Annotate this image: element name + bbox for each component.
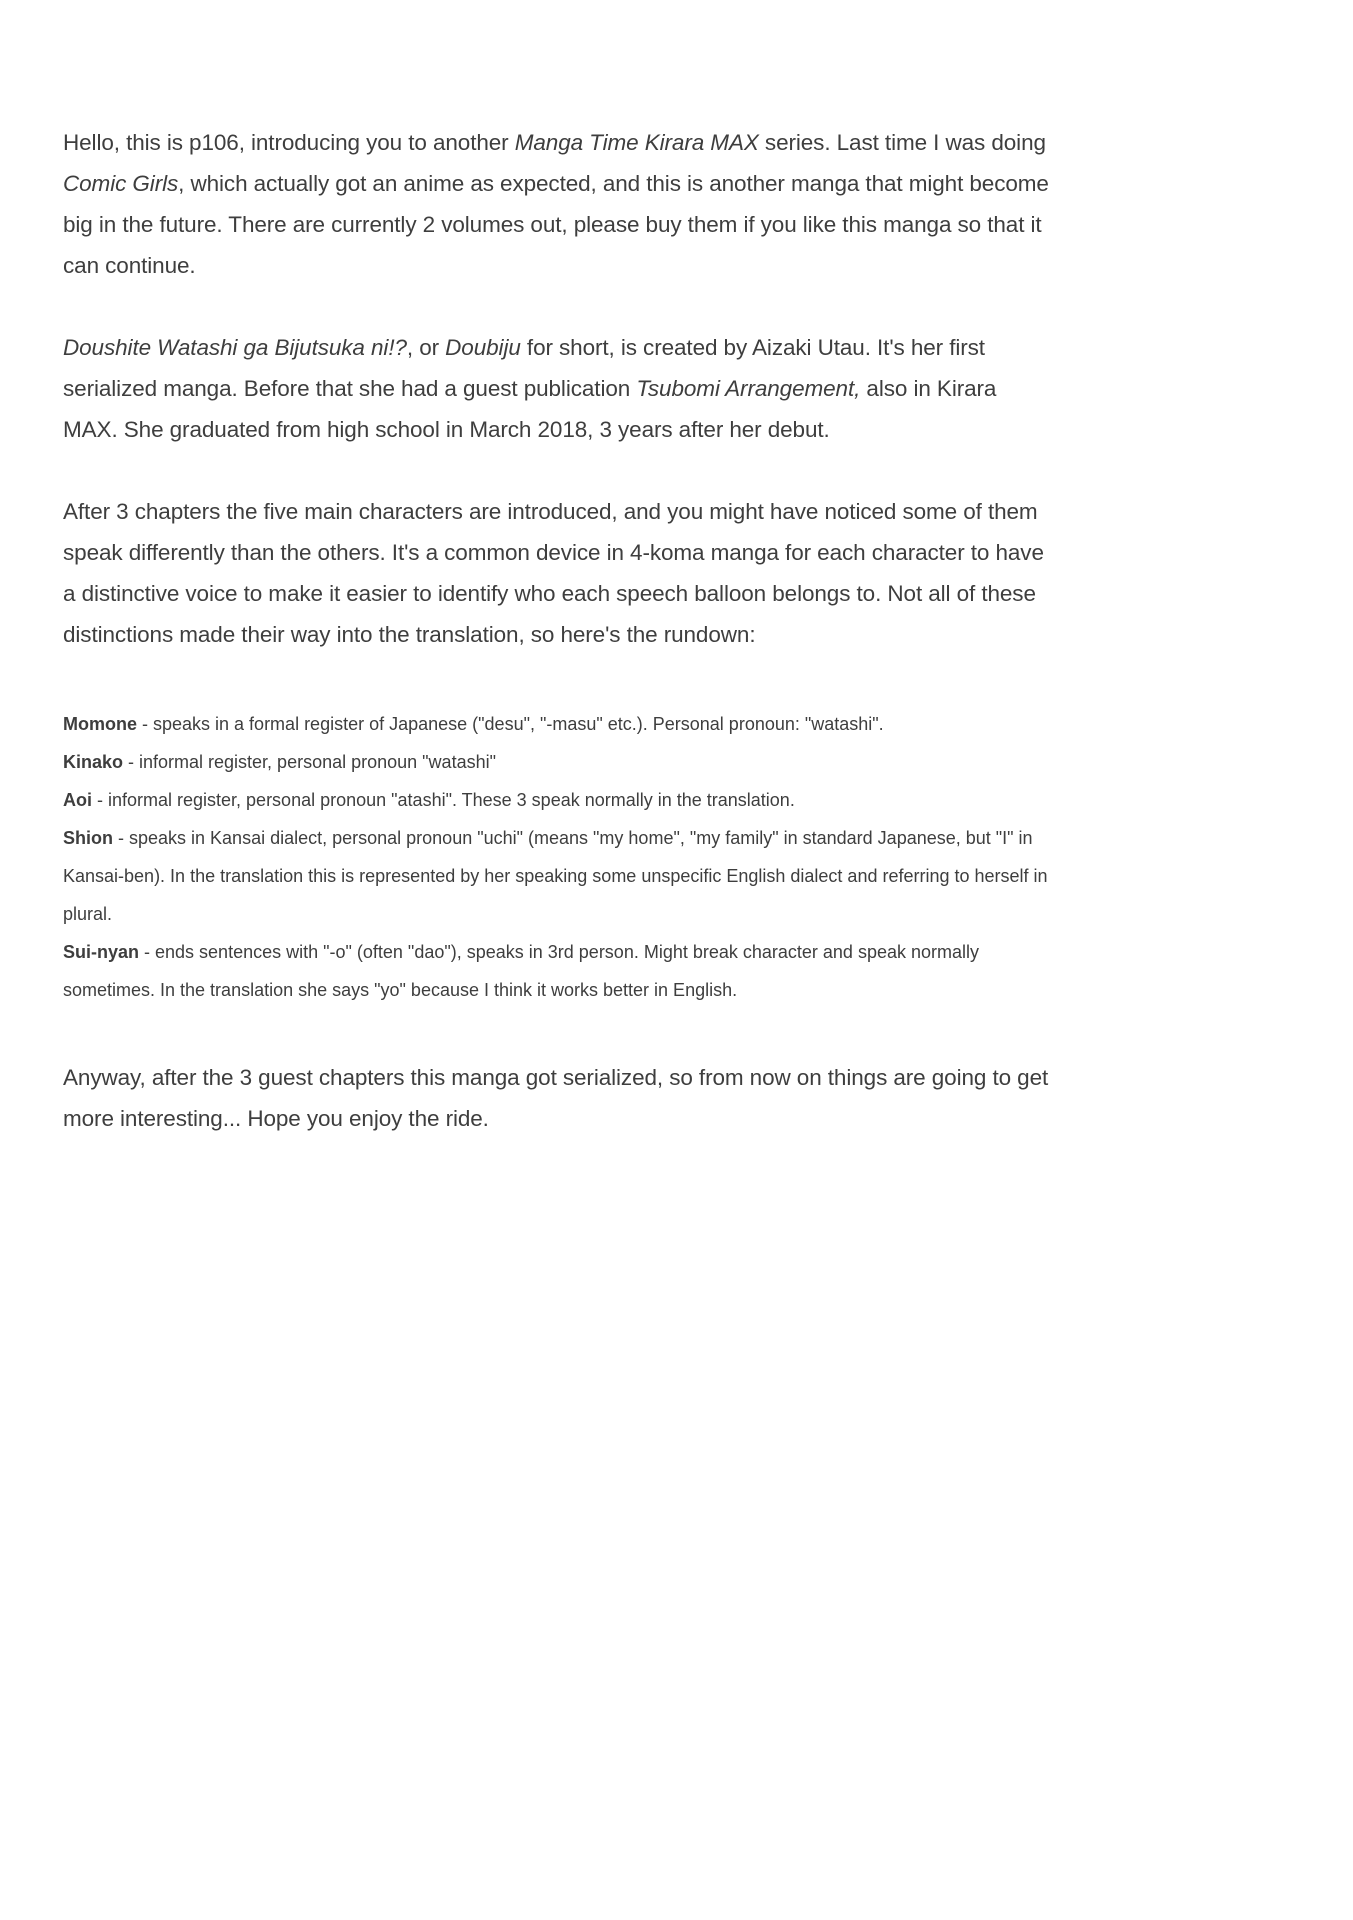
character-note	[63, 819, 1048, 933]
intro-paragraphs	[63, 122, 1053, 655]
character-description: - speaks in a formal register of Japanese ("desu", "-masu" etc.). Personal pronoun: "watashi".	[137, 714, 884, 734]
character-note	[63, 781, 1048, 819]
document-content	[63, 122, 1053, 1139]
italic-text-run: Comic Girls	[63, 171, 179, 196]
character-name: Momone	[63, 714, 137, 734]
character-name: Kinako	[63, 752, 124, 772]
text-run: also in Kirara MAX. She graduated from high school in March 2018, 3 years after her debut.	[63, 376, 997, 442]
italic-text-run: Doubiju	[445, 335, 521, 360]
text-run: , which actually got an anime as expected, and this is another manga that might become big in the future. There are currently 2 volumes out, please buy them if you like this manga so that it can continue.	[63, 171, 1049, 278]
character-description: - informal register, personal pronoun "atashi". These 3 speak normally in the translation.	[92, 790, 795, 810]
italic-text-run: Tsubomi Arrangement,	[636, 376, 861, 401]
italic-text-run: Doushite Watashi ga Bijutsuka ni!?	[63, 335, 407, 360]
paragraph	[63, 122, 1053, 286]
character-name: Shion	[63, 828, 113, 848]
text-run: for short, is created by Aizaki Utau. It's her first serialized manga. Before that she had a guest publication	[63, 335, 985, 401]
character-note	[63, 933, 1048, 1009]
character-note	[63, 743, 1048, 781]
character-note	[63, 705, 1048, 743]
text-run: series. Last time I was doing	[758, 130, 1046, 155]
character-description: - speaks in Kansai dialect, personal pronoun "uchi" (means "my home", "my family" in standard Japanese, but "I" in Kansai-ben). In the translation this is represented by her speaking some unspecific English dialect and referring to herself in plural.	[63, 828, 1048, 924]
character-description: - informal register, personal pronoun "watashi"	[123, 752, 496, 772]
character-name: Aoi	[63, 790, 92, 810]
character-description: - ends sentences with "-o" (often "dao"), speaks in 3rd person. Might break character and speak normally sometimes. In the translation she says "yo" because I think it works better in English.	[63, 942, 979, 1000]
text-run: Hello, this is p106, introducing you to another	[63, 130, 515, 155]
paragraph	[63, 491, 1053, 655]
italic-text-run: Manga Time Kirara MAX	[514, 130, 759, 155]
text-run: After 3 chapters the five main characters are introduced, and you might have noticed some of them speak differently than the others. It's a common device in 4-koma manga for each character to have a distinctive voice to make it easier to identify who each speech balloon belongs to. Not all of these distinctions made their way into the translation, so here's the rundown:	[63, 499, 1044, 647]
character-name: Sui-nyan	[63, 942, 140, 962]
paragraph	[63, 327, 1053, 450]
character-notes	[63, 705, 1048, 1009]
closing-paragraph	[63, 1057, 1053, 1139]
text-run: Anyway, after the 3 guest chapters this manga got serialized, so from now on things are going to get more interesting... Hope you enjoy the ride.	[63, 1065, 1049, 1131]
text-run: , or	[406, 335, 446, 360]
